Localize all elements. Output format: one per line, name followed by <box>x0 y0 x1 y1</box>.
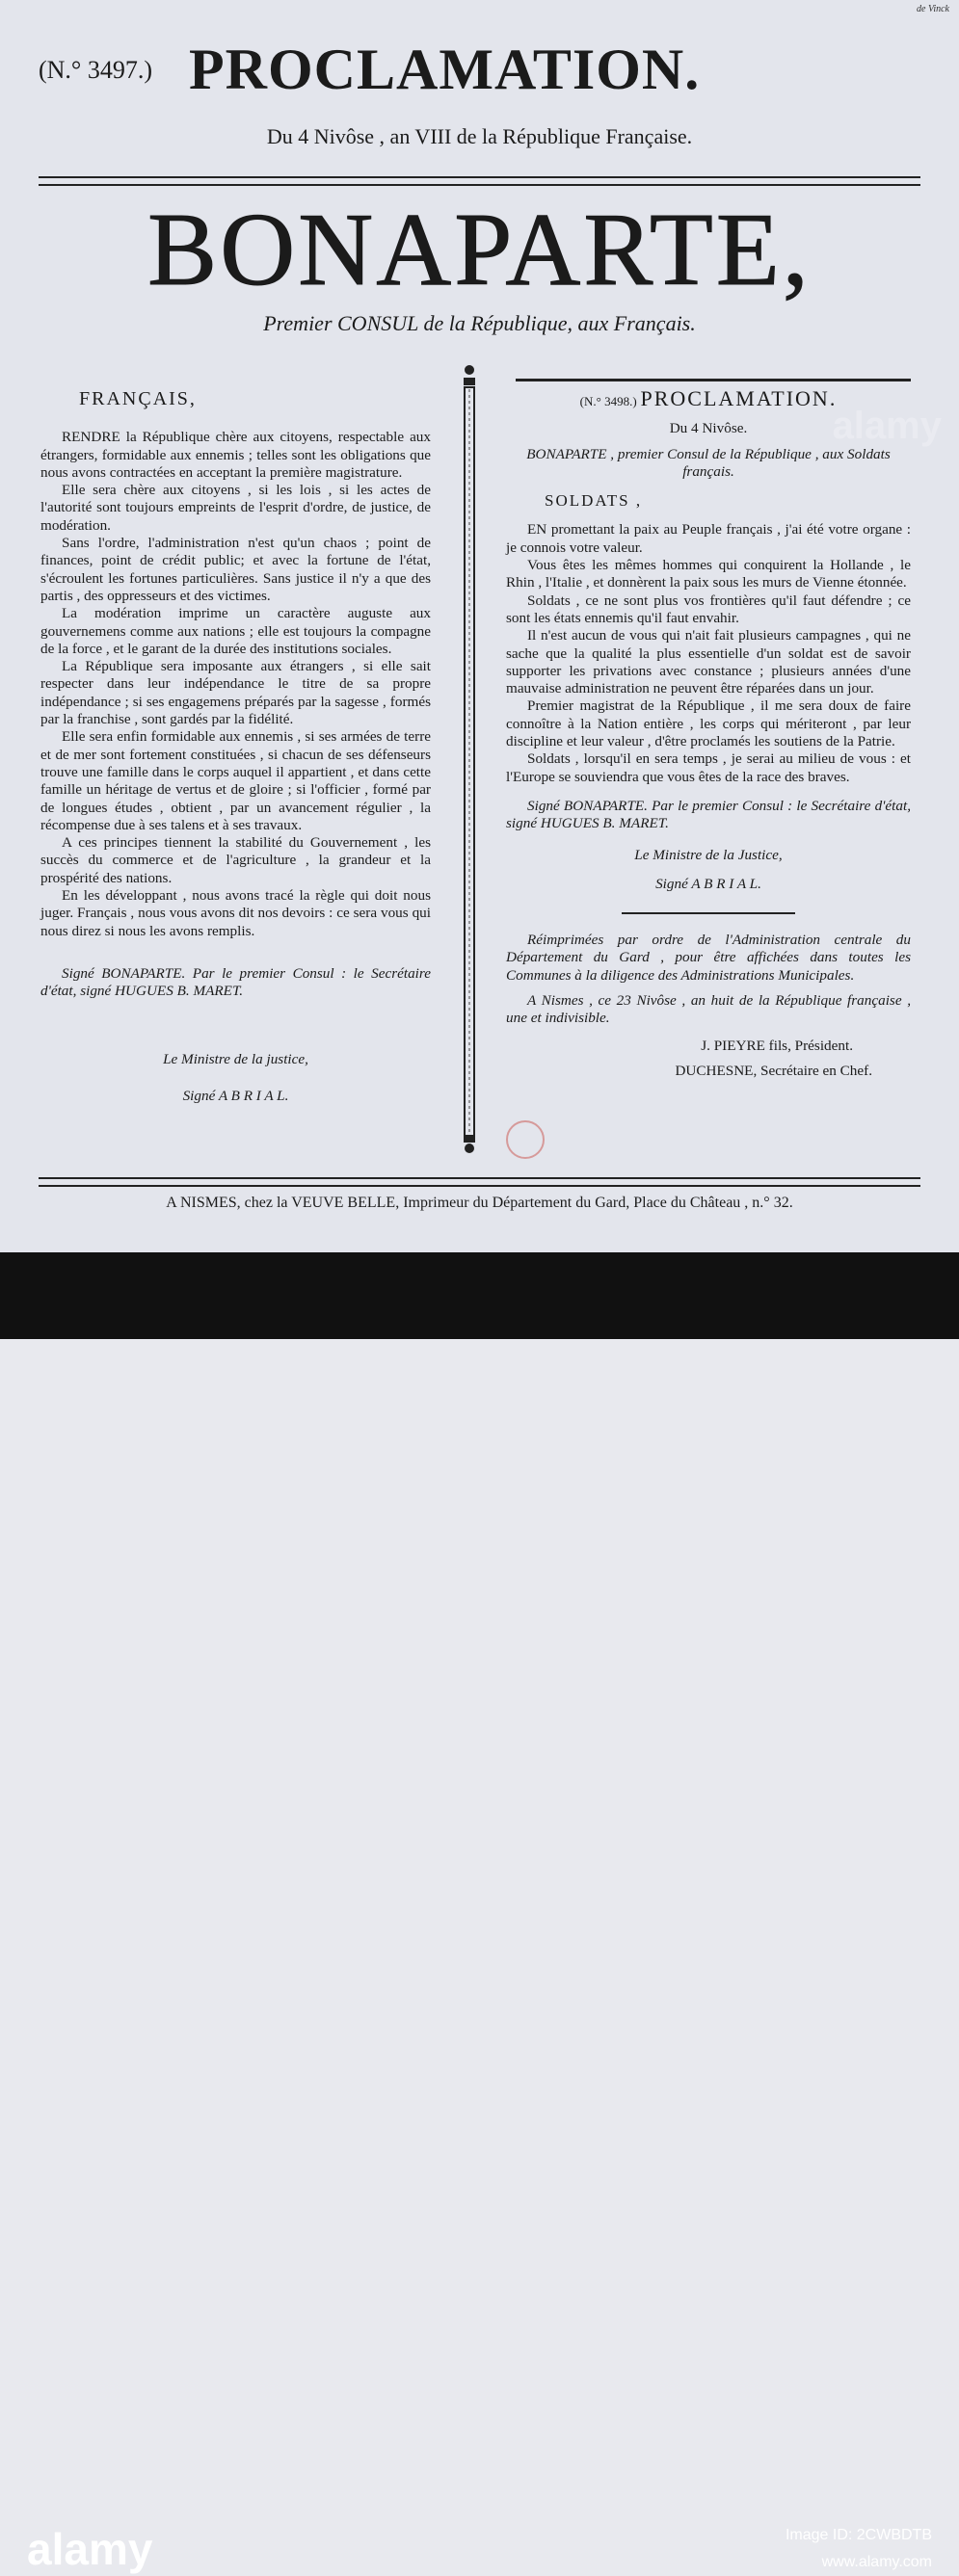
document-number: (N.° 3497.) <box>39 56 152 84</box>
document-title: PROCLAMATION. <box>189 38 701 101</box>
header-rule <box>39 176 920 186</box>
left-paragraph: RENDRE la République chère aux citoyens, respectable aux étrangers, formidable aux ennemis ; telles sont les obligations que nous avons contractées en acceptant la première magistrature. <box>40 429 431 481</box>
right-paragraph: Soldats , lorsqu'il en sera temps , je serai au milieu de vous : et l'Europe se souviendra que vous êtes de la race des braves. <box>506 750 911 785</box>
right-minister-signature: Signé A B R I A L. <box>655 875 761 892</box>
right-paragraph: Il n'est aucun de vous qui n'ait fait plusieurs campagnes , qui ne sache que la qualité la plus essentielle d'un soldat est de savoir supporter les privations avec constance ; plusieurs années d'une mauvaise administration ne peuvent être réparées dans un jour. <box>506 627 911 697</box>
ornamental-column-divider <box>459 364 480 1154</box>
reprint-note: Réimprimées par ordre de l'Administration centrale du Département du Gard , pour être affichées dans toutes les Communes à la diligence des Administrations Municipales. <box>506 932 911 984</box>
right-date: Du 4 Nivôse. <box>669 420 748 437</box>
stock-bar <box>0 1252 959 2574</box>
left-paragraph: En les développant , nous avons tracé la règle qui doit nous juger. Français , nous vous avons dit nos devoirs : ce sera vous qui nous direz si nous les avons remplis. <box>40 887 431 939</box>
right-column <box>506 386 911 1080</box>
left-paragraph: Elle sera chère aux citoyens , si les lois , si les actes de l'autorité sont toujours empreints de l'esprit d'ordre, de justice, de modération. <box>40 482 431 534</box>
right-number: (N.° 3498.) <box>579 394 637 408</box>
right-top-rule <box>516 379 911 381</box>
right-paragraph: Premier magistrat de la République , il me sera doux de faire connoître à la Nation entière , les corps qui mériteront , par leur discipline et leur valeur , d'être proclamés les soutiens de la Patrie. <box>506 697 911 750</box>
site-link[interactable]: www.alamy.com <box>821 2554 932 2570</box>
right-paragraph: Vous êtes les mêmes hommes qui conquirent la Hollande , le Rhin , l'Italie , et donnèrent la paix sous les murs de Vienne étonnée. <box>506 557 911 591</box>
left-paragraph: La modération imprime un caractère auguste aux gouvernemens comme aux nations ; elle est toujours la compagne de la force , et le garant de la durée des institutions sociales. <box>40 605 431 657</box>
right-divider <box>622 912 795 914</box>
president-signature: J. PIEYRE fils, Président. <box>701 1037 853 1054</box>
right-paragraph: Soldats , ce ne sont plus vos frontières qu'il faut défendre ; ce sont les états ennemis qu'il faut envahir. <box>506 591 911 626</box>
left-column <box>40 390 431 1105</box>
right-title: PROCLAMATION. <box>640 386 838 410</box>
left-paragraph: La République sera imposante aux étrangers , si elle sait respecter dans leur indépendance le titre de sa propre indépendance ; si ses engagemens préparés par la sagesse , formés par la franchise , sont gardés par la fidélité. <box>40 658 431 728</box>
left-minister-signature: Signé A B R I A L. <box>182 1087 289 1104</box>
stock-meta <box>786 2522 932 2576</box>
left-paragraph: Elle sera enfin formidable aux ennemis , si ses armées de terre et de mer sont fortement constituées , si chacun de ses défenseurs trouve une famille dans le corps auquel il appartient , et dans cette famille un héritage de vertus et de gloire ; si l'officier , formé par de longues études , obtient , par un avancement régulier , la récompense due à ses talens et à ses travaux. <box>40 728 431 833</box>
footer-rule <box>39 1177 920 1187</box>
left-salutation: FRANÇAIS, <box>79 388 197 409</box>
right-signature: Signé BONAPARTE. Par le premier Consul : le Secrétaire d'état, signé HUGUES B. MARET. <box>506 797 911 832</box>
left-paragraph: Sans l'ordre, l'administration n'est qu'un chaos ; point de finances, point de crédit public; et avec la fortune de l'état, s'écroulent les fortunes particulières. Sans justice il n'y a que des partis , des oppresseurs et des victimes. <box>40 535 431 604</box>
right-salutation: SOLDATS , <box>545 491 643 511</box>
watermark-logo: alamy <box>832 405 942 447</box>
secretary-signature: DUCHESNE, Secrétaire en Chef. <box>675 1062 872 1079</box>
proclamation-sheet <box>0 0 959 1252</box>
right-addressee: BONAPARTE , premier Consul de la République , aux Soldats français. <box>526 445 891 480</box>
left-minister: Le Ministre de la justice, <box>163 1050 308 1067</box>
document-date: Du 4 Nivôse , an VIII de la République Française. <box>266 124 693 148</box>
place-date: A Nismes , ce 23 Nivôse , an huit de la République française , une et indivisible. <box>506 992 911 1027</box>
printer-footer: A NISMES, chez la VEUVE BELLE, Imprimeur du Département du Gard, Place du Château , n.° 32. <box>166 1195 793 1211</box>
right-minister: Le Ministre de la Justice, <box>634 846 783 863</box>
left-paragraph: A ces principes tiennent la stabilité du Gouvernement , les succès du commerce et de l'agriculture , la grandeur et la prospérité des nations. <box>40 834 431 886</box>
subtitle: Premier CONSUL de la République, aux Français. <box>263 311 696 335</box>
bonaparte-heading: BONAPARTE, <box>147 193 812 307</box>
right-paragraph: EN promettant la paix au Peuple français , j'ai été votre organe : je connois votre valeur. <box>506 521 911 556</box>
library-stamp <box>506 1120 545 1159</box>
corner-note: de Vinck <box>917 4 949 14</box>
image-id: Image ID: 2CWBDTB <box>785 2527 932 2543</box>
left-signature: Signé BONAPARTE. Par le premier Consul : le Secrétaire d'état, signé HUGUES B. MARET. <box>40 964 431 1000</box>
brand-logo: alamy <box>27 2524 153 2574</box>
